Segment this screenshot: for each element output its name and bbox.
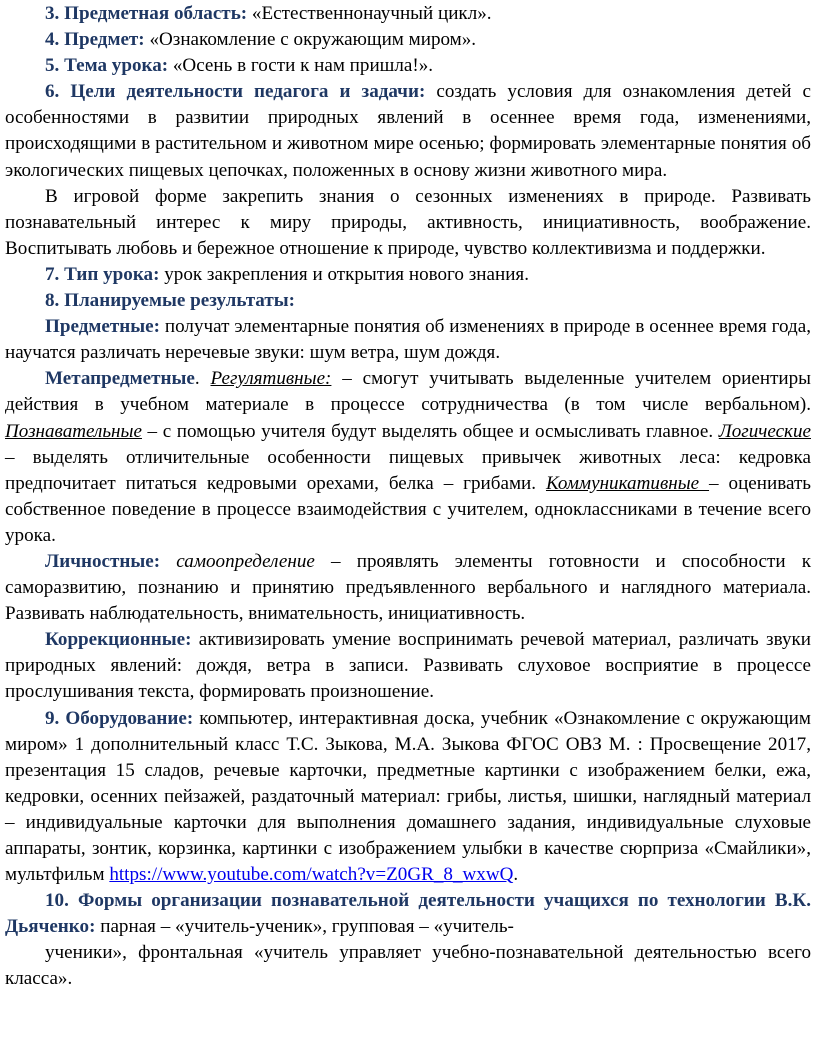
regulatory-label: Регулятивные:	[210, 368, 332, 390]
subject-results-label: Предметные:	[45, 316, 160, 338]
personal-results-text: – проявлять элементы готовности и способности к саморазвитию, познанию и принятию предъявленного вербального и наглядного материала. Развивать наблюдательность, внимательность, инициативность.	[5, 550, 811, 625]
lesson-topic-text: «Осень в гости к нам пришла!».	[168, 55, 434, 77]
correction-results-paragraph	[5, 627, 811, 705]
lesson-type-label: 7. Тип урока:	[45, 263, 160, 285]
goals-paragraph	[5, 79, 811, 183]
regulatory-text: – смогут учитывать выделенные учителем ориентиры действия в учебном материале в процессе сотрудничества (в том числе вербальном).	[5, 368, 812, 416]
lesson-topic-label: 5. Тема урока:	[45, 55, 169, 77]
activity-forms-label: 10. Формы организации познавательной деятельности учащихся по технологии В.К. Дьяченко:	[5, 890, 811, 938]
communicative-label: Коммуникативные	[545, 472, 710, 494]
subject-text: «Ознакомление с окружающим миром».	[144, 29, 477, 51]
lesson-topic-line	[5, 53, 811, 79]
lesson-type-text: урок закрепления и открытия нового знания.	[159, 263, 529, 285]
subject-area-text: «Естественнонаучный цикл».	[247, 3, 492, 24]
cartoon-link[interactable]: https://www.youtube.com/watch?v=Z0GR_8_wxwQ	[109, 864, 514, 886]
activity-forms-text: парная – «учитель-ученик», групповая – «учитель-	[95, 916, 514, 938]
goals-paragraph-continued: В игровой форме закрепить знания о сезонных изменениях в природе. Развивать познавательный интерес к миру природы, активность, инициативность, воображение. Воспитывать любовь и бережное отношение к природе, чувство коллективизма и поддержки.	[5, 185, 811, 259]
subject-line	[5, 27, 811, 53]
communicative-text: – оценивать собственное поведение в процессе взаимодействия с учителем, одноклассниками в течение всего урока.	[5, 472, 811, 546]
subject-area-label: 3. Предметная область:	[45, 3, 248, 24]
logical-text: – выделять отличительные особенности пищевых привычек животных леса: кедровка предпочитает питаться кедровыми орехами, белка – грибами.	[5, 446, 811, 494]
cognitive-text: – с помощью учителя будут выделять общее и осмысливать главное.	[141, 420, 719, 442]
equipment-label: 9. Оборудование:	[45, 707, 194, 729]
planned-results-label: 8. Планируемые результаты:	[45, 290, 295, 312]
correction-results-label: Коррекционные:	[45, 629, 192, 651]
equipment-paragraph	[5, 706, 811, 889]
equipment-text: компьютер, интерактивная доска, учебник «Ознакомление с окружающим миром» 1 дополнительный класс Т.С. Зыкова, М.А. Зыкова ФГОС ОВЗ М. : Просвещение 2017, презентация 15 сладов, речевые карточки, предметные картинки с изображением белки, ежа, кедровки, осенних пейзажей, раздаточный материал: грибы, листья, шишки, наглядный материал – индивидуальные карточки для выполнения домашнего задания, индивидуальные слуховые аппараты, зонтик, корзинка, картинки с изображением улыбки в качестве сюрприза «Смайлики», мультфильм	[5, 707, 811, 886]
meta-results-label: Метапредметные	[45, 368, 195, 390]
goals-text: создать условия для ознакомления детей с особенностями в развитии природных явлений в осеннее время года, изменениями, происходящими в растительном и животном мире осенью; формировать элементарные понятия об экологических пищевых цепочках, положенных в основу жизни животного мира.	[5, 81, 812, 181]
personal-results-paragraph	[5, 549, 811, 627]
personal-term: самоопределение	[160, 550, 315, 572]
subject-results-text: получат элементарные понятия об изменениях в природе в осеннее время года, научатся различать неречевые звуки: шум ветра, шум дождя.	[5, 316, 811, 364]
lesson-type-line	[5, 262, 811, 288]
meta-results-paragraph	[5, 366, 811, 549]
personal-results-label: Личностные:	[45, 550, 161, 572]
equipment-end: .	[513, 864, 519, 886]
subject-label: 4. Предмет:	[45, 29, 145, 51]
activity-forms-continued: ученики», фронтальная «учитель управляет учебно-познавательной деятельностью всего класса».	[5, 942, 811, 990]
planned-results-heading	[5, 288, 811, 314]
logical-label: Логические	[718, 420, 811, 442]
goals-label: 6. Цели деятельности педагога и задачи:	[45, 81, 426, 103]
activity-forms-paragraph	[5, 888, 811, 940]
cognitive-label: Познавательные	[5, 420, 142, 442]
subject-results-paragraph	[5, 314, 811, 366]
correction-results-text: активизировать умение воспринимать речевой материал, различать звуки природных явлений: дождя, ветра в записи. Развивать слуховое восприятие в процессе прослушивания текста, формировать произношение.	[5, 629, 811, 703]
subject-area-line	[5, 1, 811, 27]
meta-dot: .	[194, 368, 211, 390]
